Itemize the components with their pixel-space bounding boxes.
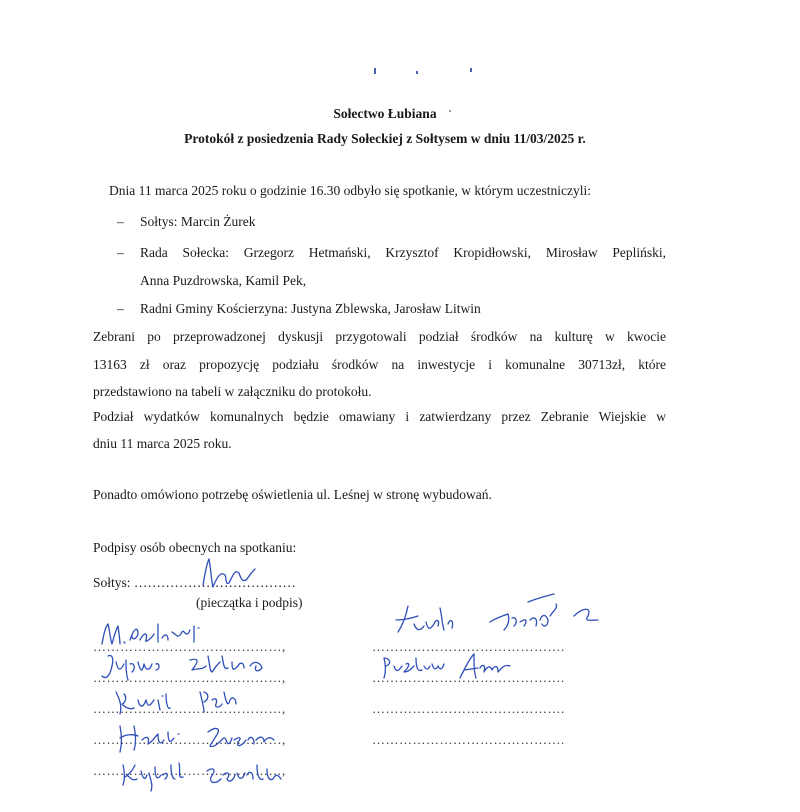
village-title: Sołectwo Łubiana xyxy=(333,106,437,121)
stamp-caption: (pieczątka i podpis) xyxy=(196,595,303,610)
scan-mark xyxy=(416,71,418,74)
signature-line-right-4: ……………………………………. xyxy=(372,732,565,747)
soltys-handwritten-signature xyxy=(195,555,265,595)
paragraph1-line2: 13163 zł oraz propozycję podziału środków na inwestycje i komunalne 30713zł, które xyxy=(93,357,666,372)
signature-line-right-2: ……………………………………. xyxy=(372,670,565,685)
signature-line-left-4: ……………………………………, xyxy=(93,732,286,747)
paragraph1-line1: Zebrani po przeprowadzonej dyskusji przygotowali podział środków na kulturę w kwocie xyxy=(93,329,666,344)
handwritten-signature-hetmanski xyxy=(112,718,282,758)
signature-line-right-3: ……………………………………. xyxy=(372,701,565,716)
protocol-title: Protokół z posiedzenia Rady Sołeckiej z Sołtysem w dniu 11/03/2025 r. xyxy=(184,131,586,146)
signature-line-left-1: ……………………………………, xyxy=(93,639,286,654)
signatures-heading: Podpisy osób obecnych na spotkaniu: xyxy=(93,540,297,555)
handwritten-signature-kropidlowski xyxy=(117,755,297,795)
participant-radni: Radni Gminy Kościerzyna: Justyna Zblewska, Jarosław Litwin xyxy=(140,301,481,316)
scan-mark xyxy=(470,68,472,72)
list-bullet: – xyxy=(117,301,124,316)
paragraph2-line1: Podział wydatków komunalnych będzie omawiany i zatwierdzany przez Zebranie Wiejskie w xyxy=(93,409,666,424)
soltys-dots: ……………………………… xyxy=(133,575,296,590)
scan-mark xyxy=(374,68,376,74)
signature-line-left-2: ……………………………………, xyxy=(93,670,286,685)
handwritten-signature-peplinski xyxy=(98,618,218,652)
handwritten-signature-puzdrowska xyxy=(380,650,520,686)
paragraph2-line2: dniu 11 marca 2025 roku. xyxy=(93,436,232,451)
list-bullet: – xyxy=(117,214,124,229)
paragraph1-line3: przedstawiono na tabeli w załączniku do protokołu. xyxy=(93,384,372,399)
handwritten-signature-zblewska xyxy=(98,650,278,686)
signature-line-left-5: ……………………………………, xyxy=(93,763,286,778)
intro-line: Dnia 11 marca 2025 roku o godzinie 16.30 odbyło się spotkanie, w którym uczestniczyli: xyxy=(109,183,592,198)
handwritten-signature-pek xyxy=(110,686,250,720)
soltys-label: Sołtys: xyxy=(93,575,134,590)
participant-soltys: Sołtys: Marcin Żurek xyxy=(140,214,256,229)
participant-rada-line2: Anna Puzdrowska, Kamil Pek, xyxy=(140,273,307,288)
paragraph3: Ponadto omówiono potrzebę oświetlenia ul. Leśnej w stronę wybudowań. xyxy=(93,487,492,502)
handwritten-signature-litwin xyxy=(378,590,618,650)
signature-line-left-3: ……………………………………, xyxy=(93,701,286,716)
signature-line-right-1: ……………………………………. xyxy=(372,639,565,654)
list-bullet: – xyxy=(117,245,124,260)
participant-rada-line1: Rada Sołecka: Grzegorz Hetmański, Krzysztof Kropidłowski, Mirosław Pepliński, xyxy=(140,245,666,260)
